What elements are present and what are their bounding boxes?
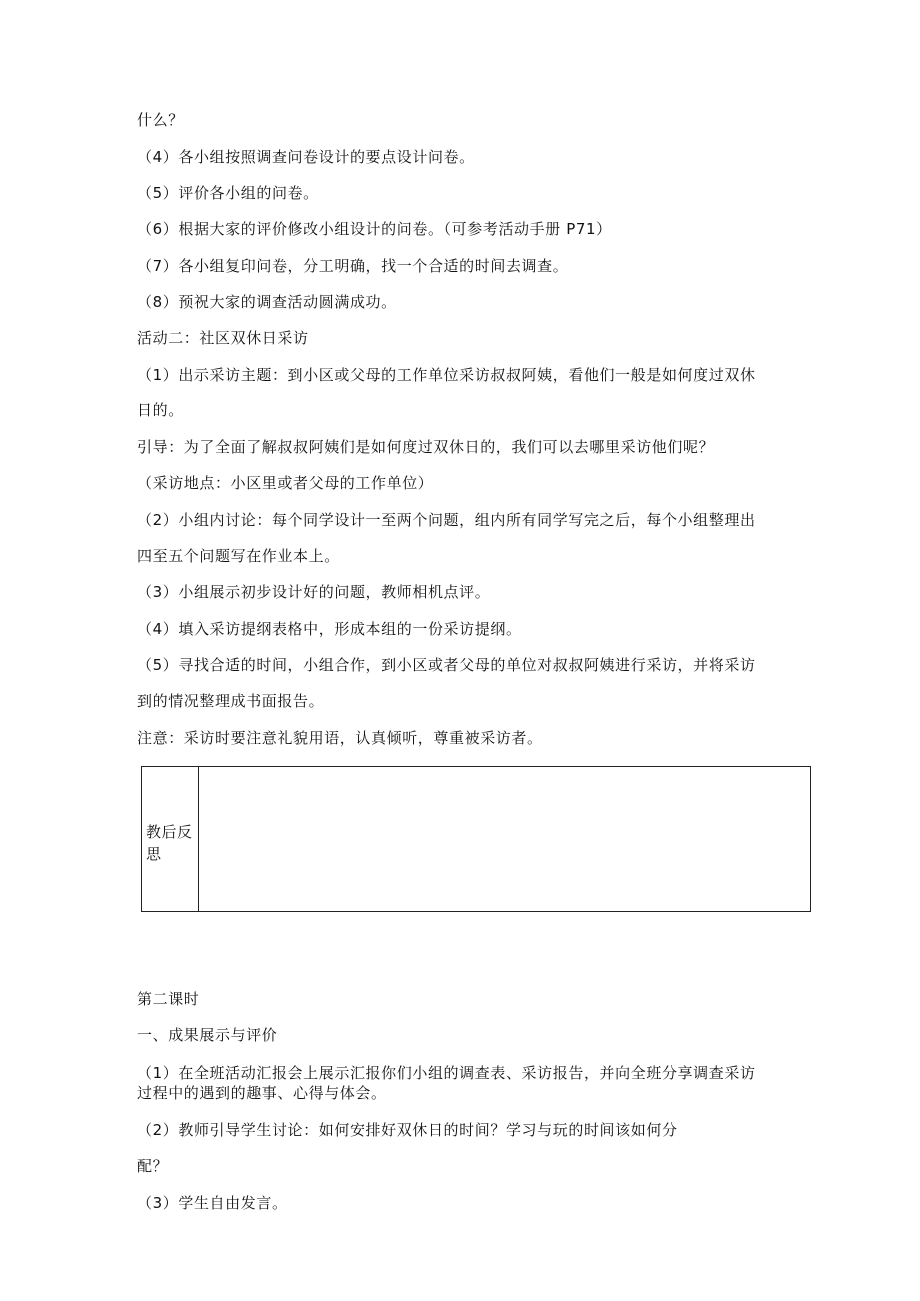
activity-two-item-5-line-2: 到的情况整理成书面报告。 [137,692,325,710]
activity-two-item-4: （4）填入采访提纲表格中，形成本组的一份采访提纲。 [137,620,522,638]
lesson-two-item-1-line-1: （1）在全班活动汇报会上展示汇报你们小组的调查表、采访报告，并向全班分享调查采访 [137,1064,756,1082]
activity-two-note: 注意：采访时要注意礼貌用语，认真倾听，尊重被采访者。 [137,729,543,747]
step-5: （5）评价各小组的问卷。 [137,184,319,202]
activity-two-item-2-line-1: （2）小组内讨论：每个同学设计一至两个问题，组内所有同学写完之后，每个小组整理出 [137,511,756,529]
reflection-label: 教后反思 [146,823,193,863]
step-8: （8）预祝大家的调查活动圆满成功。 [137,293,397,311]
activity-two-item-5-line-1: （5）寻找合适的时间，小组合作，到小区或者父母的单位对叔叔阿姨进行采访，并将采访 [137,656,756,674]
reflection-content-cell [199,767,810,911]
activity-two-item-3: （3）小组展示初步设计好的问题，教师相机点评。 [137,583,491,601]
lesson-two-item-2-line-1: （2）教师引导学生讨论：如何安排好双休日的时间？学习与玩的时间该如何分 [137,1121,678,1139]
lesson-two-item-2-line-2: 配？ [137,1157,169,1175]
lesson-two-item-1-line-2: 过程中的遇到的趣事、心得与体会。 [137,1084,387,1102]
lesson-two-item-3: （3）学生自由发言。 [137,1194,288,1212]
activity-two-guide: 引导：为了全面了解叔叔阿姨们是如何度过双休日的，我们可以去哪里采访他们呢？ [137,438,715,456]
reflection-table [141,766,811,912]
activity-two-location: （采访地点：小区里或者父母的工作单位） [137,474,434,492]
activity-two-item-1-line-2: 日的。 [137,401,184,419]
step-7: （7）各小组复印问卷，分工明确，找一个合适的时间去调查。 [137,257,569,275]
paragraph-continuation: 什么？ [137,111,184,129]
reflection-label-cell [142,767,199,911]
step-6: （6）根据大家的评价修改小组设计的问卷。（可参考活动手册 P71） [137,220,612,238]
section-1-title: 一、成果展示与评价 [137,1026,278,1044]
activity-two-item-2-line-2: 四至五个问题写在作业本上。 [137,547,340,565]
activity-two-item-1-line-1: （1）出示采访主题：到小区或父母的工作单位采访叔叔阿姨，看他们一般是如何度过双休 [137,366,756,384]
activity-two-title: 活动二：社区双休日采访 [137,329,309,347]
step-4: （4）各小组按照调查问卷设计的要点设计问卷。 [137,148,475,166]
lesson-two-title: 第二课时 [137,990,200,1008]
